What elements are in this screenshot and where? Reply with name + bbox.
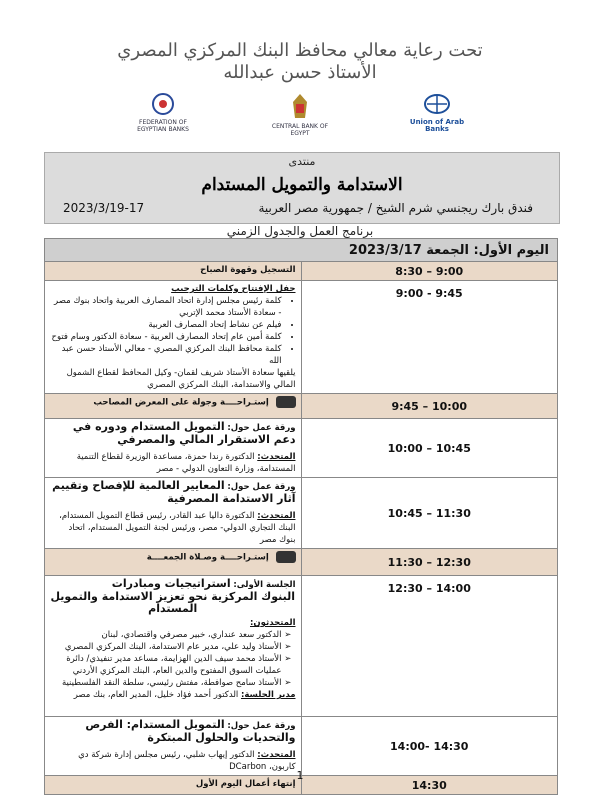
speaker: الدكتورة داليا عبد القادر، رئيس قطاع التمويل المستدام، البنك التجاري الدولي- مصر، ورئيس لجنة التمويل المستدام، اتحاد بنوك مصر: [59, 511, 296, 545]
row-note: يلقيها سعادة الأستاذ شريف لقمان- وكيل المحافظ لقطاع الشمول المالي والاستدامة، البنك المركزي المصري: [66, 368, 296, 390]
coffee-cup-icon: [276, 551, 296, 563]
forum-kicker: منتدى: [288, 155, 316, 168]
opening-speech-list: [50, 295, 296, 367]
row-title: التسجيل وقهوة الصباح: [200, 265, 296, 275]
row-title: حفل الإفتتاح وكلمات الترحيب: [171, 284, 296, 294]
speaker: الدكتور إيهاب شلبي، رئيس مجلس إدارة شركة دي كاربون، DCarbon: [78, 750, 296, 772]
forum-title: الاستدامة والتمويل المستدام: [201, 175, 403, 195]
row-title: إستـراحــــة وجولة على المعرض المصاحب: [93, 397, 269, 408]
row-time: 10:45 – 11:30: [301, 478, 558, 549]
row-label: ورقة عمل حول:: [227, 482, 296, 492]
uab-globe-icon: [422, 92, 452, 116]
schedule-row: [45, 549, 558, 576]
day-label: اليوم الأول: الجمعة 2023/3/17: [45, 239, 558, 262]
schedule-row: [45, 394, 558, 419]
speaker-label: المتحدث:: [257, 452, 296, 462]
list-item: ➢ الدكتور سعد عنداري، خبير مصرفي واقتصادي، لبنان: [50, 629, 282, 641]
list-item: ➢ الأستاذ وليد علي، مدير عام الاستدامة، البنك المركزي المصري: [50, 641, 282, 653]
forum-venue: فندق بارك ريجنسي شرم الشيخ / جمهورية مصر العربية: [258, 201, 533, 215]
fepb-caption: FEDERATION OF EGYPTIAN BANKS: [137, 119, 189, 133]
uab-logo: [398, 92, 476, 133]
row-time: 9:00 - 9:45: [301, 281, 558, 394]
row-title: التمويل المستدام: الفرص والتحديات والحلول المبتكرة: [85, 718, 296, 744]
row-time: 12:30 – 14:00: [301, 576, 558, 717]
list-item: • كلمة رئيس مجلس إدارة اتحاد المصارف العربية واتحاد بنوك مصر - سعادة الأستاذ محمد الإتربي: [50, 295, 282, 319]
uab-caption: Union of Arab Banks: [409, 118, 465, 133]
patron-line-2: الأستاذ حسن عبدالله: [223, 62, 377, 83]
moderator-label: مدير الجلسة:: [240, 690, 296, 700]
list-item: ➢ الأستاذ محمد سيف الدين الهزايمة، مساعد مدير تنفيذي/ دائرة عمليات السوق المفتوح والدين العام، البنك المركزي الأردني: [50, 653, 282, 677]
schedule-row: [45, 419, 558, 478]
row-time: 14:30: [301, 776, 558, 795]
row-label: ورقة عمل حول:: [227, 721, 296, 731]
speaker-label: المتحدث:: [257, 511, 296, 521]
day-header-row: [45, 239, 558, 262]
speakers-list: [50, 629, 296, 689]
schedule-row: [45, 576, 558, 717]
coffee-cup-icon: [276, 396, 296, 408]
schedule-table: [44, 238, 558, 795]
patron-header: [0, 40, 600, 84]
schedule-row: [45, 717, 558, 776]
schedule-row: [45, 281, 558, 394]
eagle-emblem-icon: [287, 92, 313, 120]
forum-date: 2023/3/19-17: [63, 201, 145, 215]
schedule-row: [45, 262, 558, 281]
fepb-logo: [128, 92, 198, 133]
patron-line-1: تحت رعاية معالي محافظ البنك المركزي المصري: [117, 40, 483, 61]
moderator: الدكتور أحمد فؤاد خليل، المدير العام، بنك مصر: [73, 690, 239, 700]
row-title: استراتيجيات ومبادرات: [111, 577, 231, 590]
row-title: التمويل المستدام ودوره في دعم الاستقرار المالي والمصرفي: [72, 420, 296, 446]
list-item: ➢ الأستاذ سامح صوافطة، مفتش رئيسي، سلطة النقد الفلسطينية: [50, 677, 282, 689]
logos-bar: [0, 92, 600, 142]
speaker-label: المتحدث:: [257, 750, 296, 760]
row-subtitle: البنوك المركزية نحو تعزيز الاستدامة والتمويل المستدام: [50, 590, 296, 615]
row-time: 8:30 – 9:00: [301, 262, 558, 281]
row-time: 10:00 – 10:45: [301, 419, 558, 478]
row-title: إنتهاء أعمال اليوم الأول: [195, 779, 296, 789]
row-label: ورقة عمل حول:: [227, 423, 296, 433]
page-number: 1: [296, 769, 304, 782]
row-title: المعايير العالمية للإفصاح وتقييم آثار الاستدامة المصرفية: [52, 479, 296, 505]
fepb-emblem-icon: [148, 92, 178, 116]
row-time: 11:30 – 12:30: [301, 549, 558, 576]
cbe-caption: CENTRAL BANK OF EGYPT: [271, 123, 329, 137]
speakers-label: المتحدثون:: [250, 618, 296, 628]
forum-banner: [44, 152, 560, 224]
row-time: 9:45 – 10:00: [301, 394, 558, 419]
program-title: برنامج العمل والجدول الزمني: [226, 224, 374, 238]
row-time: 14:00- 14:30: [301, 717, 558, 776]
row-label: الجلسة الأولى:: [233, 580, 296, 590]
speaker: الدكتورة رندا حمزة، مساعدة الوزيرة لقطاع التنمية المستدامة، وزارة التعاون الدولي - مصر: [76, 452, 296, 474]
list-item: • كلمة محافظ البنك المركزي المصري - معالي الأستاذ حسن عبد الله: [50, 343, 282, 367]
row-title: إستـراحــــة وصـلاة الجمعــــة: [146, 552, 269, 563]
cbe-logo: [262, 92, 338, 137]
list-item: • فيلم عن نشاط إتحاد المصارف العربية: [50, 319, 282, 331]
schedule-row: [45, 478, 558, 549]
list-item: • كلمة أمين عام إتحاد المصارف العربية - سعادة الدكتور وسام فتوح: [50, 331, 282, 343]
